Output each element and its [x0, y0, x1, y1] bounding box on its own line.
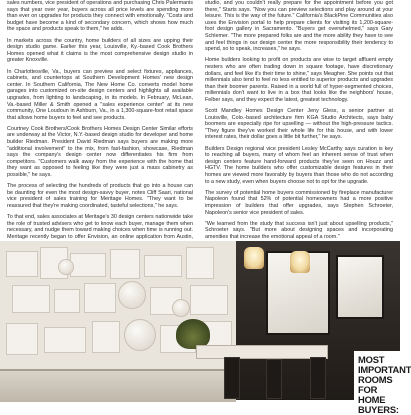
callout-line: FOR [358, 384, 378, 395]
callout-line: MOST [358, 354, 385, 365]
consultation-table [196, 345, 328, 359]
callout-line: HOME [358, 394, 386, 405]
callout-line: BUYERS: [358, 404, 399, 415]
pendant-lamp [244, 247, 264, 269]
pendant-lamp [290, 251, 310, 273]
paragraph: The process of selecting the hundreds of products that go into a house can be daunting for even the most design-savvy buyer, notes Cliff Saari, national vice president of sales training for Meritage Homes. "They want to be reassured that they're making coordinated, tasteful selections," he says. [7, 183, 193, 209]
paragraph: In markets across the country, home builders of all sizes are upping their design studio game. Earlier this year, Louisville, Ky.-based Cook Brothers Homes opened what it claims is the most comprehensive design studio in greater Knoxville. [7, 37, 193, 64]
most-important-rooms-callout [354, 351, 411, 415]
paragraph: sales numbers, vice president of operations and purchasing Chris Palermanis says that year over year, buyers across all price levels are spending more than ever on upgrades for products they connect with emotionally. "Costs and budget have become a kind of secondary concern, which shows how much the space and products speak to them," he adds. [7, 0, 193, 33]
paragraph: In Charlottesville, Va., buyers can preview and select fixtures, appliances, cabinets, and countertops at Southern Development Homes' new design center. In Southern California, The New Home Co. converts model home garages into customized on-site design centers and highlights all available upgrades, from lighting to landscaping, in its models. In February, McLean, Va.-based Miller & Smith opened a "sales experience center" at its new community, One Loudoun in Ashburn, Va., in a 1,300-square-foot retail space that allows home buyers to feel and see products. [7, 68, 193, 121]
paragraph: "We learned from the study that success isn't just about upselling products," Schroeter says. "But more about designing spaces and incorporating amenities that increase the emotional appeal of a room." [205, 220, 393, 240]
paragraph: To that end, sales associates at Meritage's 30 design centers nationwide take the role of trusted advisers who get to know each buyer, manage them when necessary, and nudge them toward making choices when time is running out. Meritage recently began to offer Envision, an online application from Austin, [7, 214, 193, 240]
chair [224, 357, 240, 399]
display-counter [0, 369, 236, 402]
article-column-right [205, 0, 393, 245]
chair [310, 357, 326, 399]
paragraph: Scott Mandley Homes Design Center Jeny Gless, a senior partner at Louisville, Colo.-based architecture firm KGA Studio Architects, says baby boomers are especially ripe for upselling — without the high-pressure tactics. "They figure they've worked their whole life for this house, and with lower interest rates, their dollar goes a little bit further," he says. [205, 108, 393, 141]
paragraph: Builders Design regional vice president Lesley McCarthy says curation is key to reaching all buyers, many of whom feel an inherent sense of trust when design centers feature hand-forward products they've seen on Houzz and HGTV. The home builders who offer customizable design features in their homes are viewed more favorably by buyers than those who do not according to a new study, even when buyers choose not to opt for the upgrade. [205, 145, 393, 185]
design-center-photo [0, 241, 411, 400]
paragraph: studio, and you couldn't really prepare for the appointment before you got there," Starts says. "Now you can preview selections and play around at your leisure. This is the way of the future." California's BlackPine Communities also uses the Envision portal to help prepare clients for visiting its 1,200-square-foot design gallery in Sacramento. "Buyers get overwhelmed," says Gary Schlemer. "The more prepared folks are and the more ability they have to see and feel things in our design center the more responsibility their tendency to spend, so to speak, increases," he says. [205, 0, 393, 53]
callout-line: ROOMS [358, 374, 393, 385]
paragraph: Courtney Cook Brothers/Cook Brothers Homes Design Center Similar efforts are underway at the Victor, N.Y.-based design studio for developer and home builder Riedman. President David Riedman says buyers are making more "additional involvement" to the mix, from fast-fashion, showcase, Riedman says the company's design center now differentiates his firm from competitors. "Customers walk away from the experience with the home that they want as opposed to feeling like they were just a mass cabinetry as possible," he says. [7, 125, 193, 179]
article-column-left [7, 0, 193, 270]
paragraph: The survey of potential home buyers commissioned by fireplace manufacturer Napoleon found that 52% of potential homeowners had a more positive impression of builders that offer upgrades, says Stephen Schroeter, Napoleon's senior vice president of sales. [205, 189, 393, 216]
callout-line: IMPORTANT [358, 364, 411, 375]
paragraph: Home builders looking to profit on products are wise to target affluent empty nesters who are often trading down in square footage, have discretionary dollars, and feel like it's their time to shine," says Meagher. She points out that millennials also tend to feel no less entitled to superior products and upgrades than their boomer parents. Raised in a world full of hyper-segmented choices, millennials don't want to live in a box that looks like the neighbors' house, Felber says, and they expect the latest, greatest technology. [205, 57, 393, 103]
chair [266, 359, 282, 399]
